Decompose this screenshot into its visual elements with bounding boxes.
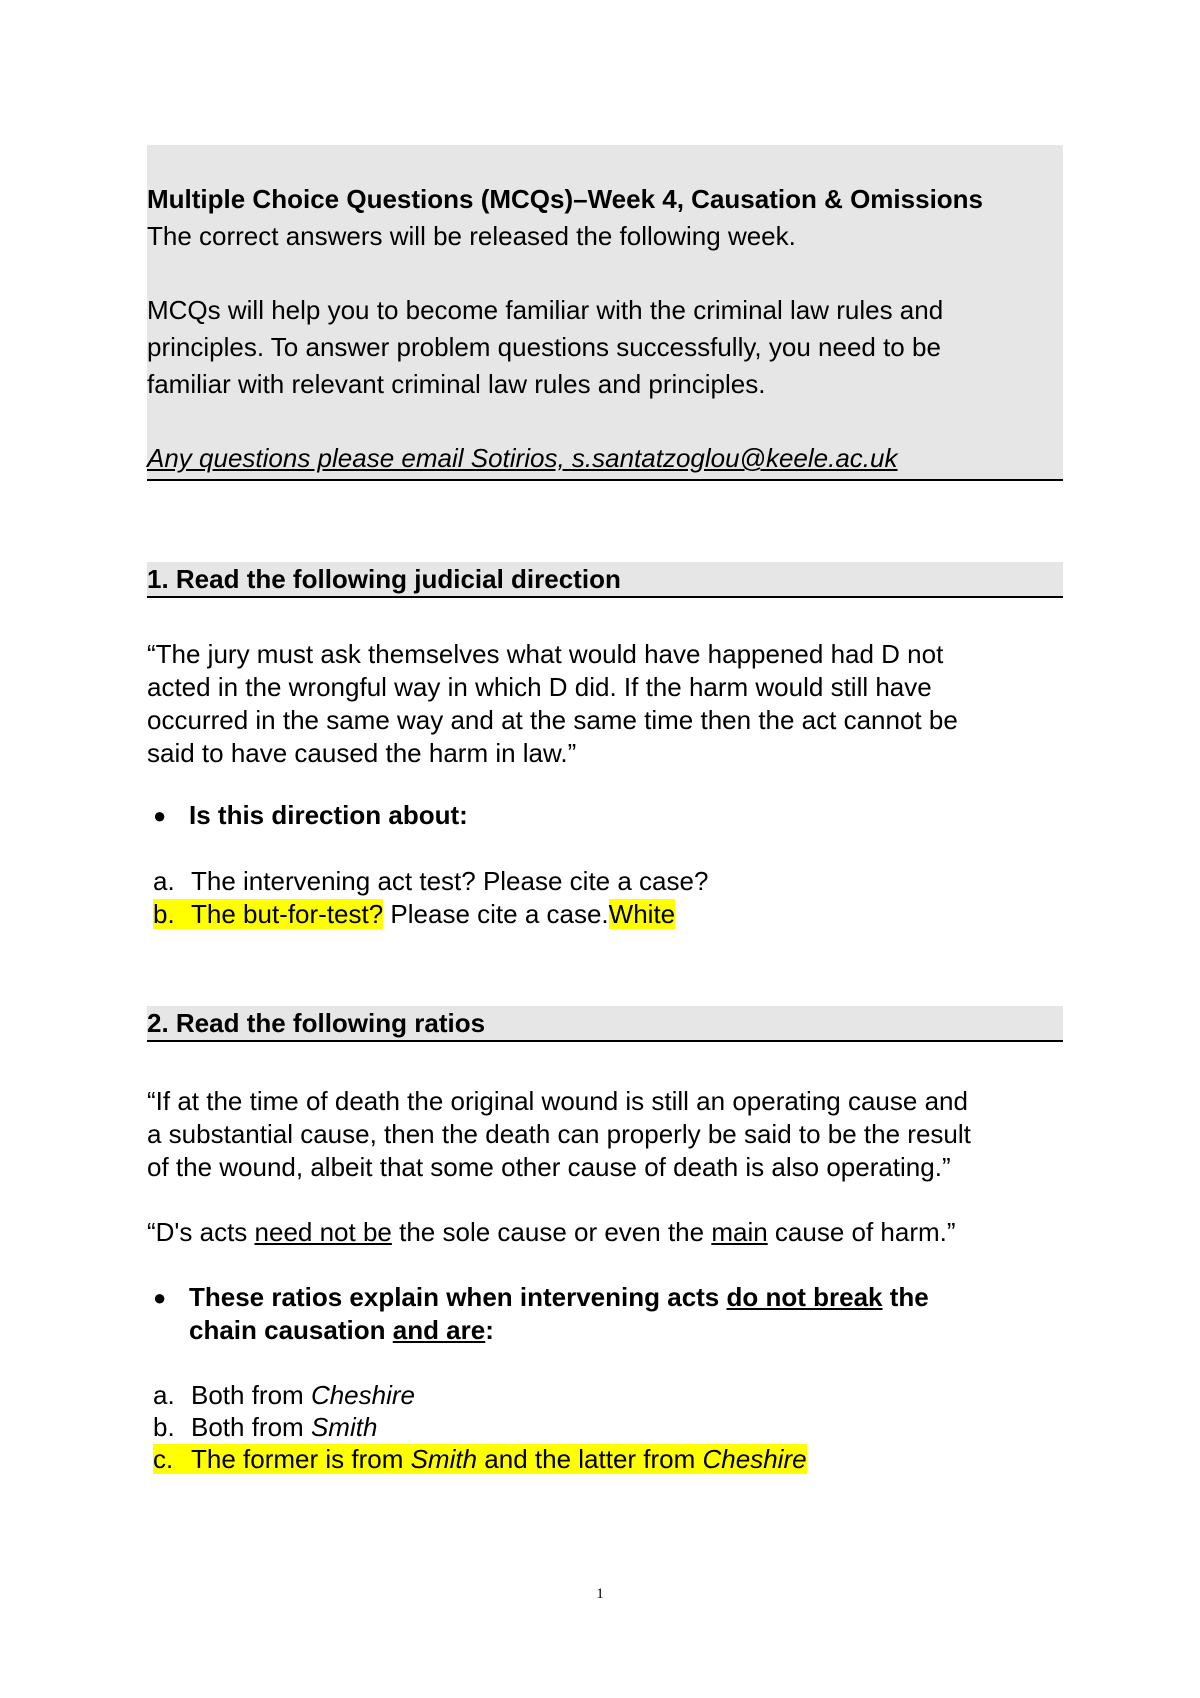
bullet-text: :: [485, 1315, 494, 1345]
option-case: Smith: [410, 1444, 478, 1474]
q1-quote-line: said to have caused the harm in law.”: [147, 738, 577, 768]
q2-bullet: [153, 1281, 929, 1347]
bullet-underlined: and are: [392, 1315, 486, 1345]
q2-option-c: [153, 1443, 807, 1475]
option-text: The intervening act test? Please cite a case?: [191, 866, 709, 896]
quote-text: the sole cause or even the: [391, 1217, 712, 1247]
option-letter: a.: [153, 1380, 175, 1410]
q2-heading: 2. Read the following ratios: [147, 1006, 1063, 1042]
quote-underlined: main: [711, 1217, 768, 1247]
q2-quote-line: a substantial cause, then the death can properly be said to be the result: [147, 1119, 971, 1149]
quote-underlined: need not be: [254, 1217, 392, 1247]
quote-text: cause of harm.”: [767, 1217, 956, 1247]
quote-text: “D's acts: [147, 1217, 255, 1247]
page-number: 1: [596, 1586, 604, 1602]
q1-quote-line: occurred in the same way and at the same time then the act cannot be: [147, 705, 958, 735]
option-case: Cheshire: [702, 1444, 807, 1474]
bullet-text: chain causation: [189, 1315, 393, 1345]
option-text: Please cite a case.: [383, 899, 609, 929]
bullet-icon: ●: [153, 803, 167, 828]
intro-purpose-line-1: MCQs will help you to become familiar with the criminal law rules and: [147, 295, 944, 325]
option-letter: a.: [153, 866, 175, 896]
q1-quote-line: acted in the wrongful way in which D did. If the harm would still have: [147, 672, 932, 702]
q2-quote-line: “If at the time of death the original wound is still an operating cause and: [147, 1086, 968, 1116]
q2-option-b: [153, 1411, 377, 1443]
option-letter: b.: [153, 899, 175, 929]
q1-quote: [147, 638, 1087, 770]
bullet-text: the: [882, 1282, 929, 1312]
option-case: Cheshire: [310, 1380, 415, 1410]
option-case: Smith: [310, 1412, 378, 1442]
q2-quote-2: [147, 1216, 1087, 1249]
q2-option-a: [153, 1379, 415, 1411]
option-letter: c.: [153, 1444, 174, 1474]
intro-purpose-line-3: familiar with relevant criminal law rules and principles.: [147, 369, 766, 399]
q2-quote: [147, 1085, 1087, 1184]
option-text: and the latter from: [477, 1444, 703, 1474]
option-text: Both from: [191, 1380, 311, 1410]
intro-release-note: The correct answers will be released the following week.: [147, 221, 796, 251]
bullet-text: These ratios explain when intervening acts: [189, 1282, 727, 1312]
intro-box: [147, 145, 1063, 481]
q1-bullet-text: Is this direction about:: [189, 800, 468, 830]
option-answer: White: [608, 899, 676, 929]
intro-purpose-line-2: principles. To answer problem questions successfully, you need to be: [147, 332, 941, 362]
bullet-underlined: do not break: [726, 1282, 883, 1312]
bullet-icon: ●: [153, 1285, 167, 1310]
intro-contact: Any questions please email Sotirios, s.santatzoglou@keele.ac.uk: [147, 443, 898, 473]
option-letter: b.: [153, 1412, 175, 1442]
q1-heading: 1. Read the following judicial direction: [147, 562, 1063, 598]
q1-option-a: [153, 865, 708, 897]
q1-option-b: [153, 898, 675, 930]
option-text: Both from: [191, 1412, 311, 1442]
intro-title: Multiple Choice Questions (MCQs)–Week 4, Causation & Omissions: [147, 184, 984, 214]
q1-bullet: [153, 799, 468, 832]
q2-quote-line: of the wound, albeit that some other cause of death is also operating.”: [147, 1152, 951, 1182]
option-text: The former is from: [191, 1444, 411, 1474]
q1-quote-line: “The jury must ask themselves what would have happened had D not: [147, 639, 944, 669]
option-text-highlighted: The but-for-test?: [191, 899, 384, 929]
